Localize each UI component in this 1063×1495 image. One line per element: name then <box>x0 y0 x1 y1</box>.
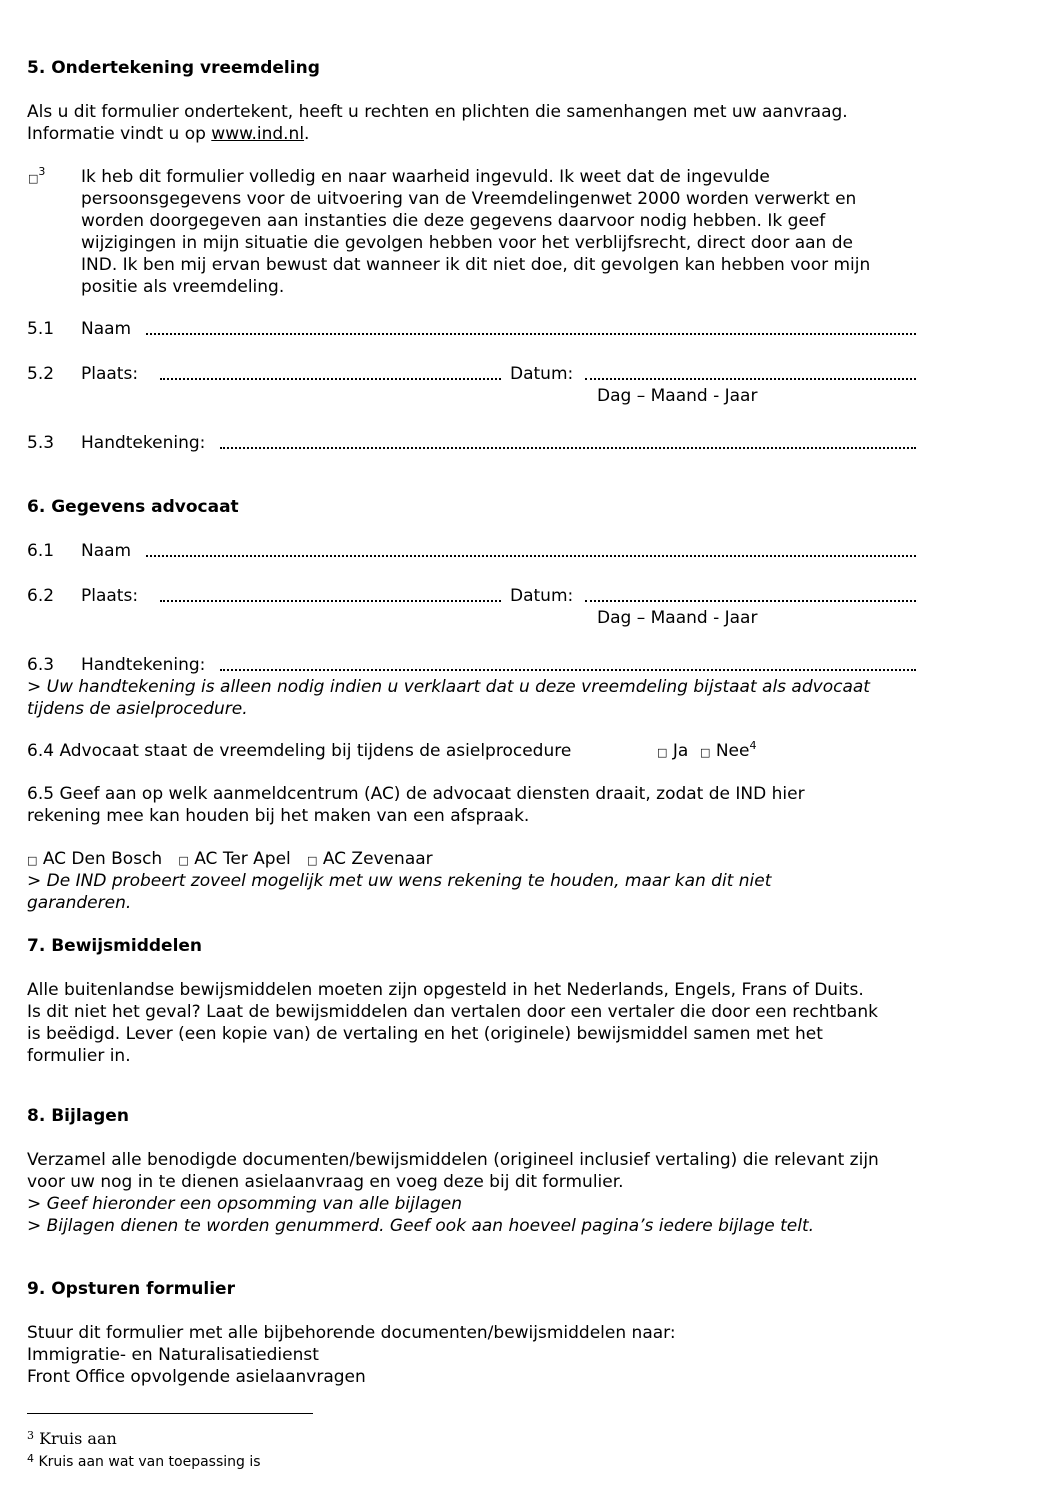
section-7-line-1: Alle buitenlandse bewijsmiddelen moeten zijn opgesteld in het Nederlands, Engels, Frans of Duits. <box>27 980 864 1000</box>
section-5-intro-line-2 <box>27 123 309 145</box>
section-8-note-2: > Bijlagen dienen te worden genummerd. Geef ook aan hoeveel pagina’s iedere bijlage telt. <box>27 1216 815 1236</box>
field-6-2-label: Plaats: <box>81 586 139 606</box>
footnote-4-number: 4 <box>27 1452 34 1465</box>
section-9-line-2: Immigratie- en Naturalisatiedienst <box>27 1345 319 1365</box>
name-field-5-1[interactable] <box>146 320 916 335</box>
checkbox-glyph: □ <box>307 854 318 867</box>
question-6-5-line-2: rekening mee kan houden bij het maken van een afspraak. <box>27 806 530 826</box>
question-6-4: 6.4 Advocaat staat de vreemdeling bij tijdens de asielprocedure <box>27 741 572 761</box>
option-nee-label: Nee <box>715 741 750 761</box>
signature-field-6-3[interactable] <box>220 656 916 671</box>
declaration-line-5: IND. Ik ben mij ervan bewust dat wanneer ik dit niet doe, dit gevolgen kan hebben voor mijn <box>81 255 871 275</box>
field-6-1-label: Naam <box>81 541 132 561</box>
option-nee[interactable] <box>700 740 756 764</box>
checkbox-ja-glyph: □ <box>657 746 668 759</box>
checkbox-glyph: □ <box>28 172 39 185</box>
signature-field-5-3[interactable] <box>220 434 916 449</box>
footnote-3-number: 3 <box>27 1429 34 1442</box>
option-ac-zevenaar[interactable] <box>307 849 433 869</box>
declaration-checkbox[interactable] <box>28 166 45 190</box>
signature-note-line-2: tijdens de asielprocedure. <box>27 699 248 719</box>
footnote-ref-4: 4 <box>749 739 757 752</box>
section-7-line-2: Is dit niet het geval? Laat de bewijsmiddelen dan vertalen door een vertaler die door een rechtbank <box>27 1002 878 1022</box>
date-field-6-2[interactable] <box>585 587 916 602</box>
checkbox-glyph: □ <box>178 854 189 867</box>
footnote-divider <box>27 1413 313 1414</box>
intro-period: . <box>304 124 310 144</box>
field-6-3-label: Handtekening: <box>81 655 206 675</box>
section-8-heading: 8. Bijlagen <box>27 1106 129 1126</box>
field-5-2-label: Plaats: <box>81 364 139 384</box>
ac-options <box>27 848 433 872</box>
declaration-line-4: wijzigingen in mijn situatie die gevolgen hebben voor het verblijfsrecht, direct door aan de <box>81 233 853 253</box>
ind-website-link[interactable]: www.ind.nl <box>211 124 305 144</box>
field-5-1-number: 5.1 <box>27 319 55 339</box>
section-8-note-1: > Geef hieronder een opsomming van alle bijlagen <box>27 1194 463 1214</box>
ac-note-line-1: > De IND probeert zoveel mogelijk met uw wens rekening te houden, maar kan dit niet <box>27 871 772 891</box>
option-ja-label: Ja <box>672 741 689 761</box>
field-6-2-number: 6.2 <box>27 586 55 606</box>
name-field-6-1[interactable] <box>146 542 916 557</box>
question-6-5-line-1: 6.5 Geef aan op welk aanmeldcentrum (AC) de advocaat diensten draait, zodat de IND hier <box>27 784 805 804</box>
section-8-line-2: voor uw nog in te dienen asielaanvraag en voeg deze bij dit formulier. <box>27 1172 624 1192</box>
ac-note-line-2: garanderen. <box>27 893 132 913</box>
section-9-heading: 9. Opsturen formulier <box>27 1279 235 1299</box>
declaration-line-1: Ik heb dit formulier volledig en naar waarheid ingevuld. Ik weet dat de ingevulde <box>81 167 770 187</box>
section-9-line-1: Stuur dit formulier met alle bijbehorende documenten/bewijsmiddelen naar: <box>27 1323 676 1343</box>
section-7-heading: 7. Bewijsmiddelen <box>27 936 203 956</box>
option-ac-den-bosch[interactable] <box>27 849 162 869</box>
ac-ter-apel-label: AC Ter Apel <box>194 849 291 869</box>
option-ja[interactable] <box>657 740 688 764</box>
field-6-3-number: 6.3 <box>27 655 55 675</box>
field-6-1-number: 6.1 <box>27 541 55 561</box>
section-7-line-3: is beëdigd. Lever (een kopie van) de vertaling en het (originele) bewijsmiddel samen met het <box>27 1024 823 1044</box>
section-9-line-3: Front Office opvolgende asielaanvragen <box>27 1367 366 1387</box>
section-5-intro-line-1: Als u dit formulier ondertekent, heeft u rechten en plichten die samenhangen met uw aanvraag. <box>27 102 848 122</box>
checkbox-glyph: □ <box>27 854 38 867</box>
footnote-4 <box>27 1453 261 1471</box>
field-5-2-number: 5.2 <box>27 364 55 384</box>
field-6-2-date-label: Datum: <box>510 586 574 606</box>
date-field-5-2[interactable] <box>585 365 916 380</box>
footnote-ref-3: 3 <box>38 165 46 178</box>
intro-text: Informatie vindt u op <box>27 124 212 144</box>
ac-den-bosch-label: AC Den Bosch <box>42 849 163 869</box>
field-5-3-label: Handtekening: <box>81 433 206 453</box>
checkbox-nee-glyph: □ <box>700 746 711 759</box>
field-5-2-date-label: Datum: <box>510 364 574 384</box>
field-5-3-number: 5.3 <box>27 433 55 453</box>
declaration-line-6: positie als vreemdeling. <box>81 277 285 297</box>
place-field-5-2[interactable] <box>160 365 501 380</box>
section-8-line-1: Verzamel alle benodigde documenten/bewijsmiddelen (origineel inclusief vertaling) die relevant zijn <box>27 1150 879 1170</box>
ac-zevenaar-label: AC Zevenaar <box>322 849 433 869</box>
section-5-heading: 5. Ondertekening vreemdeling <box>27 58 320 78</box>
place-field-6-2[interactable] <box>160 587 501 602</box>
signature-note-line-1: > Uw handtekening is alleen nodig indien u verklaart dat u deze vreemdeling bijstaat als advocaat <box>27 677 870 697</box>
date-format-hint-5-2: Dag – Maand - Jaar <box>597 386 758 406</box>
footnote-3 <box>27 1430 117 1448</box>
footnote-4-text: Kruis aan wat van toepassing is <box>38 1454 261 1470</box>
option-ac-ter-apel[interactable] <box>178 849 290 869</box>
declaration-line-2: persoonsgegevens voor de uitvoering van de Vreemdelingenwet 2000 worden verwerkt en <box>81 189 857 209</box>
field-5-1-label: Naam <box>81 319 132 339</box>
footnote-3-text: Kruis aan <box>39 1429 117 1448</box>
date-format-hint-6-2: Dag – Maand - Jaar <box>597 608 758 628</box>
section-6-heading: 6. Gegevens advocaat <box>27 497 239 517</box>
section-7-line-4: formulier in. <box>27 1046 131 1066</box>
declaration-line-3: worden doorgegeven aan instanties die deze gegevens daarvoor nodig hebben. Ik geef <box>81 211 826 231</box>
